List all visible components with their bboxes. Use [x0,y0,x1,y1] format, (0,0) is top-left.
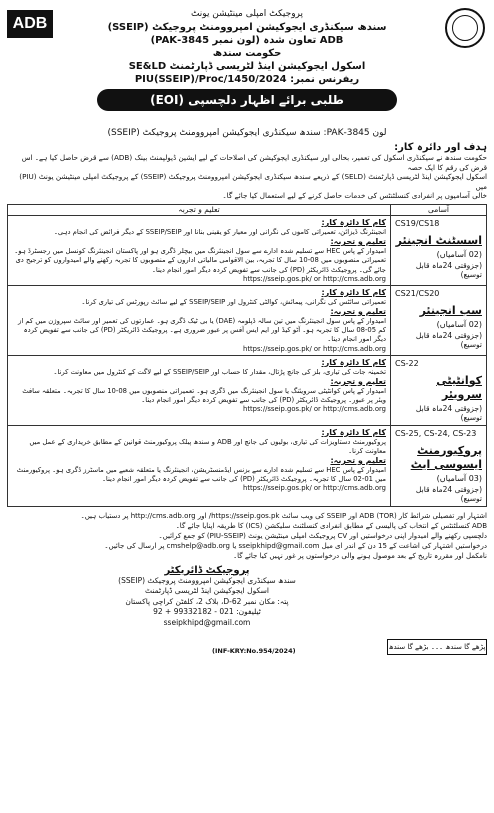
position-title: کوانٹیٹی سرویئر [436,373,482,401]
reference-number: ریفرنس نمبر: PIU(SSEIP)/Proc/1450/2024 [134,74,360,85]
header-line-1: پروجیکٹ امپلی مینٹیشن یونٹ [190,9,304,19]
education-text: امیدوار کے پاس کوانٹیٹی سرویئنگ یا سول انجینئرنگ میں ڈگری ہو۔ تعمیراتی منصوبوں میں 08-10 سال کا تجربہ۔ متعلقہ سافٹ ویئر پر عبور۔ پروجیکٹ ڈائریکٹر (PD) کی جانب سے تفویض کردہ دیگر امور انجام دینا۔ [22,386,386,404]
contact-address: پتہ: مکان نمبر D-62، بلاک 2، کلفٹن کراچی پاکستان [125,596,289,606]
position-grade: CS-22 [395,358,419,368]
scope-text: تعمیراتی سائٹس کی نگرانی، پیمائش، کوالٹی کنٹرول اور SSEIP/SEIP کے لیے سائٹ رپورٹس کی تیاری کرنا۔ [81,297,386,306]
education-heading: تعلیم و تجربہ: [330,456,386,465]
position-url: https://sseip.gos.pk/ or http://cms.adb.org [243,405,386,414]
loan-line: لون 3845-PAK: سندھ سیکنڈری ایجوکیشن امپروومنٹ پروجیکٹ (SSEIP) [107,128,387,138]
education-heading: تعلیم و تجربہ: [330,237,386,247]
scope-heading: کام کا دائرہ کار: [321,217,386,227]
position-count: (02 آسامیاں) [436,249,482,259]
position-desc-cell [8,425,391,506]
position-desc-cell [8,215,391,285]
education-heading: تعلیم و تجربہ: [330,306,386,316]
note-item: اشتہار اور تفصیلی شرائط کار (TOR) ADB اور SSEIP کی ویب سائٹ https://sseip.gos.pk/ اور http://cms.adb.org پر دستیاب ہیں۔ [80,511,487,520]
position-count: (03 آسامیاں) [436,473,482,483]
note-item: ADB کنسلٹنٹس کے انتخاب کی پالیسی کے مطابق انفرادی کنسلٹنٹ سلیکشن (ICS) کا طریقہ اپنایا جائے گا۔ [175,521,487,530]
table-row [8,355,487,425]
advertisement-footer [7,565,487,657]
education-text: امیدوار کے پاس سول انجینئرنگ میں تین سالہ ڈپلومہ (DAE) یا بی ٹیک ڈگری ہو۔ عمارتوں کی تعمیر اور سائٹ سپروژن میں کم از کم 05-08 سال کا تجربہ ہو۔ آٹو کیڈ اور ایم ایس آفس پر عبور ضروری ہے۔ پروجیکٹ ڈائریکٹر (PD) کی جانب سے تفویض کردہ دیگر امور انجام دینا۔ [18,316,386,344]
note-item: درخواستیں اشتہار کی اشاعت کے 15 دن کے اندر ای میل sseipkhipd@gmail.com یا cmshelp@adb.org پر ارسال کی جائیں۔ [104,541,487,550]
advertisement-header [7,6,487,124]
position-url: https://sseip.gos.pk/ or http://cms.adb.org [243,274,386,283]
position-duration: (جزوقتی 24ماہ قابل توسیع) [415,484,482,503]
sindh-seal-icon [445,8,485,48]
column-header-qualification: تعلیم و تجربہ [8,204,391,215]
position-title: اسسٹنٹ انجینئر [395,233,482,247]
education-text: امیدوار کے پاس HEC سے تسلیم شدہ ادارے سے بزنس ایڈمنسٹریشن، انجینئرنگ یا متعلقہ شعبے میں ماسٹرز ڈگری ہو۔ پروکیورمنٹ میں 01-02 سال کا تجربہ۔ پروجیکٹ ڈائریکٹر (PD) کی جانب سے تفویض کردہ دیگر امور انجام دینا۔ [16,466,386,484]
position-duration: (جزوقتی 24ماہ قابل توسیع) [415,330,482,349]
position-title-cell [391,285,487,355]
position-title: سب انجینئر [419,303,482,317]
position-grade: CS-25, CS-24, CS-23 [395,428,477,438]
header-line-4: حکومت سندھ [212,48,282,59]
position-title-cell [391,355,487,425]
position-duration: (جزوقتی 24ماہ قابل توسیع) [415,260,482,279]
contact-block [107,565,307,629]
slogan-emblem: پڑھے گا سندھ ۔۔۔ بڑھے گا سندھ [387,639,487,655]
header-line-5: اسکول ایجوکیشن اینڈ لٹریسی ڈپارٹمنٹ SE&LD [128,61,366,72]
intro-section [7,142,487,201]
eoi-banner: طلبی برائے اظہار دلچسپی (EOI) [97,89,397,111]
intro-title: ہدف اور دائرہ کار: [394,142,487,153]
position-desc-cell [8,355,391,425]
position-desc-cell [8,285,391,355]
education-text: امیدوار کے پاس HEC سے تسلیم شدہ ادارے سے سول انجینئرنگ میں بیچلر ڈگری ہو اور پاکستان انجینئرنگ کونسل میں رجسٹرڈ ہو۔ تعمیراتی منصوبوں میں 08-10 سال کا تجربہ، بین الاقوامی مالیاتی اداروں کے منصوبوں کا تجربہ رکھنے والے امیدواروں کو ترجیح دی جائے گی۔ پروجیکٹ ڈائریکٹر (PD) کی جانب سے تفویض کردہ دیگر امور انجام دینا۔ [14,247,386,274]
scope-heading: کام کا دائرہ کار: [321,287,386,297]
scope-text: پروکیورمنٹ دستاویزات کی تیاری، بولیوں کی جانچ اور ADB و سندھ پبلک پروکیورمنٹ قوانین کے مطابق خریداری کے عمل میں معاونت کرنا۔ [29,437,386,455]
note-item: دلچسپی رکھنے والے امیدوار اپنی درخواستیں اور CV پروجیکٹ امپلی مینٹیشن یونٹ (PIU-SSEIP) کو جمع کرائیں۔ [158,531,487,540]
contact-email: sseipkhipd@gmail.com [163,617,251,627]
contact-phone: ٹیلیفون: 021 - 99332182 + 92 [153,607,261,617]
table-header-row [8,204,487,215]
intro-paragraph: اسکول ایجوکیشن اینڈ لٹریسی ڈپارٹمنٹ (SELD) کے ذریعے سندھ سیکنڈری ایجوکیشن امپروومنٹ پروجیکٹ (SSEIP) کے پروجیکٹ امپلی مینٹیشن یونٹ (PIU) میں [19,172,487,191]
inf-reference: (INF-KRY:No.954/2024) [212,646,296,655]
position-title-cell [391,215,487,285]
position-grade: CS19/CS18 [395,218,440,228]
intro-paragraph: خالی آسامیوں پر انفرادی کنسلٹنٹس کی خدمات حاصل کرنے کے لیے استعمال کیا جائے گا۔ [222,191,487,201]
note-item: نامکمل اور مقررہ تاریخ کے بعد موصول ہونے والی درخواستوں پر غور نہیں کیا جائے گا۔ [233,551,487,560]
table-row [8,425,487,506]
position-url: https://sseip.gos.pk/ or http://cms.adb.org [243,484,386,493]
adb-logo: ADB [7,10,53,38]
scope-text: تخمینہ جات کی تیاری، بلز کی جانچ پڑتال، مقدار کا حساب اور SSEIP/SEIP کے لیے لاگت کے کنٹرول میں معاونت کرنا۔ [53,367,386,376]
position-title-cell [391,425,487,506]
scope-heading: کام کا دائرہ کار: [321,357,386,367]
position-title: پروکیورمنٹ ایسوسی ایٹ [410,443,482,471]
header-line-2: سندھ سیکنڈری ایجوکیشن امپروومنٹ پروجیکٹ (SSEIP) [107,22,387,33]
position-url: https://sseip.gos.pk/ or http://cms.adb.org [243,344,386,353]
position-duration: (جزوقتی 24ماہ قابل توسیع) [415,403,482,422]
contact-line: سندھ سیکنڈری ایجوکیشن امپروومنٹ پروجیکٹ (SSEIP) [118,575,296,585]
notes-section [7,511,487,561]
education-heading: تعلیم و تجربہ: [330,376,386,386]
intro-paragraph: حکومت سندھ نے سیکنڈری اسکول کی تعمیر، بحالی اور سیکنڈری ایجوکیشن کی اصلاحات کے لیے ایشین ڈیولپمنٹ بینک (ADB) سے قرض حاصل کیا ہے۔ اس قرض کی رقم کا ایک حصہ [21,153,487,172]
column-header-position: آسامی [391,204,487,215]
contact-title: پروجیکٹ ڈائریکٹر [164,564,250,576]
scope-text: انجینئرنگ ڈیزائن، تعمیراتی کاموں کی نگرانی اور معیار کو یقینی بنانا اور SSEIP/SEIP کے دیگر فرائض کی انجام دہی۔ [53,227,386,236]
header-line-3: ADB تعاون شدہ (لون نمبر 3845-PAK) [150,35,344,46]
scope-heading: کام کا دائرہ کار: [321,427,386,437]
position-count: (02 آسامیاں) [436,319,482,329]
table-row [8,215,487,285]
contact-line: اسکول ایجوکیشن اینڈ لٹریسی ڈپارٹمنٹ [145,586,269,596]
position-grade: CS21/CS20 [395,288,440,298]
positions-table [7,204,487,507]
table-row [8,285,487,355]
